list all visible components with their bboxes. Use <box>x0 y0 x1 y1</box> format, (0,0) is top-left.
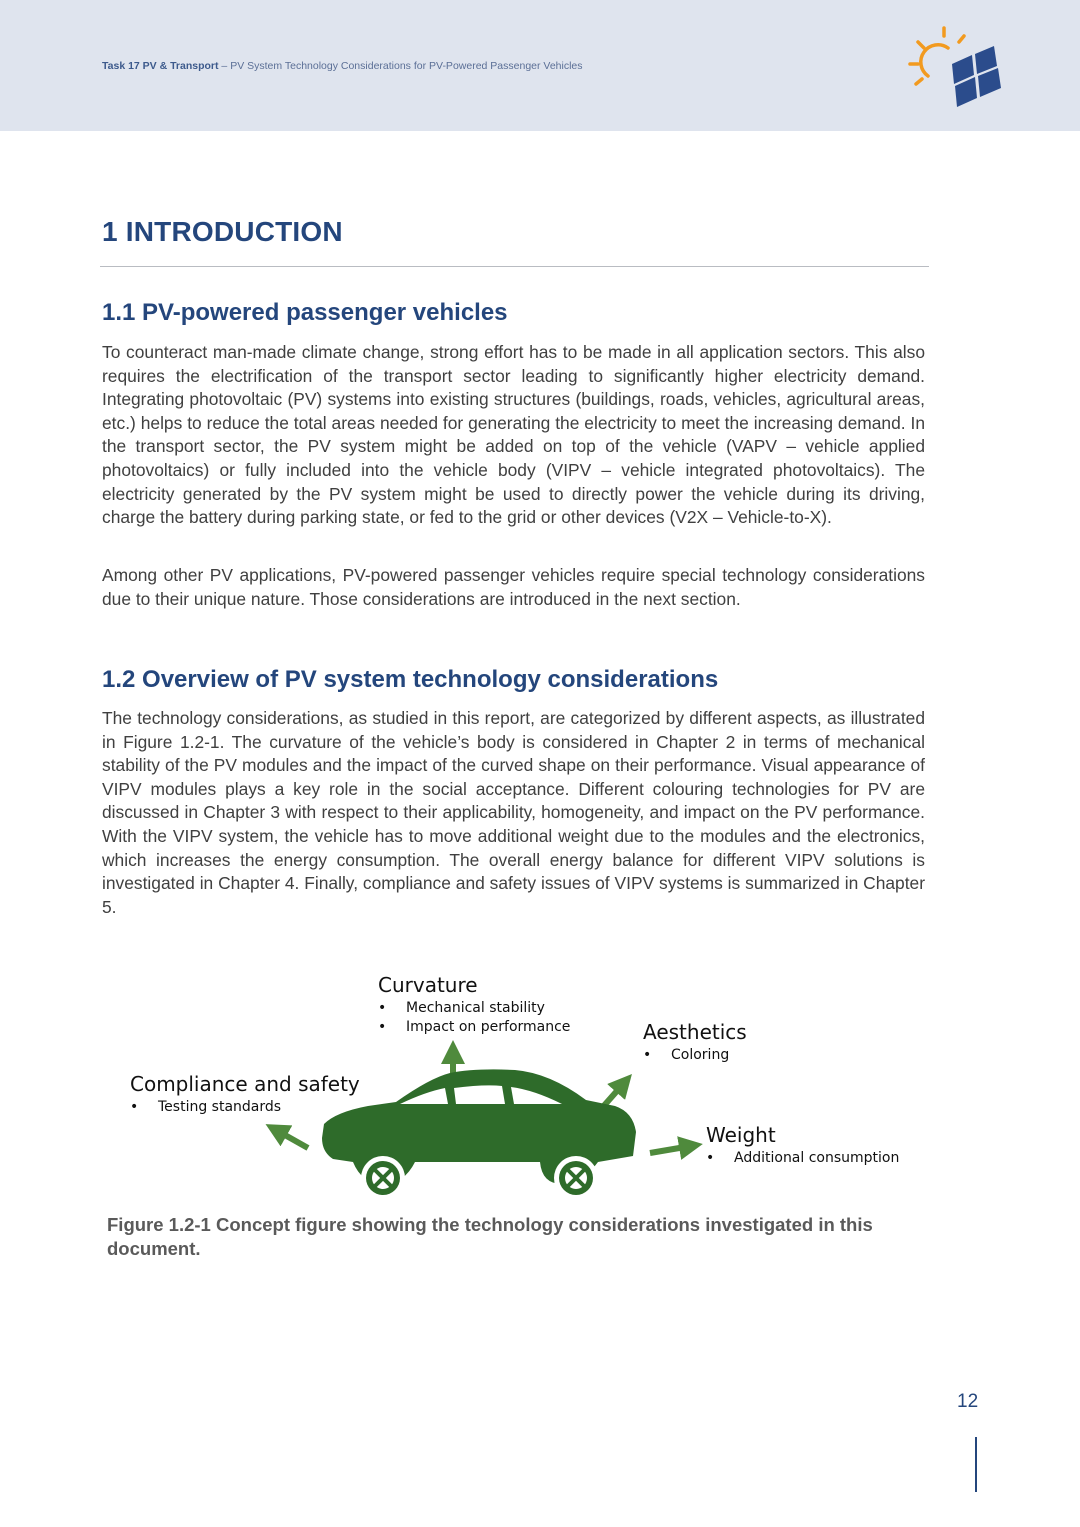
header-title <box>102 60 583 72</box>
page-number: 12 <box>957 1391 979 1412</box>
figure-caption: Figure 1.2-1 Concept figure showing the technology considerations investigated in this document. <box>107 1214 873 1259</box>
weight-bullet-1-text: Additional consumption <box>734 1150 900 1166</box>
subsection-1-2-heading: 1.2 Overview of PV system technology considerations <box>102 666 719 693</box>
bullet-mark: • <box>378 1019 387 1035</box>
curvature-label <box>378 973 570 1035</box>
bullet-mark: • <box>706 1150 715 1166</box>
compliance-label <box>130 1072 360 1115</box>
paragraph-1-1-b: Among other PV applications, PV-powered passenger vehicles require special technology considerations due to their unique nature. Those considerations are introduced in the next section. <box>102 565 925 609</box>
arrow-weight <box>650 1146 691 1153</box>
solar-panel-icon <box>952 46 1001 107</box>
bullet-mark: • <box>378 1000 387 1016</box>
compliance-title: Compliance and safety <box>130 1072 360 1096</box>
paragraph-1-1-a: To counteract man-made climate change, strong effort has to be made in all application sectors. This also requires the electrification of the transport sector leading to significantly higher electricity demand. Integrating photovoltaic (PV) systems into existing structures (buildings, roads, vehicles, agricultural areas, etc.) helps to reduce the total areas needed for generating the electricity to meet the increasing demand. In the transport sector, the PV system might be added on top of the vehicle (VAPV – vehicle applied photovoltaics) or fully included into the vehicle body (VIPV – vehicle integrated photovoltaics). The electricity generated by the PV system might be used to directly power the vehicle during its driving, charge the battery during parking state, or fed to the grid or other devices (V2X – Vehicle-to-X). <box>102 342 925 528</box>
compliance-bullet-1-text: Testing standards <box>158 1099 282 1115</box>
aesthetics-bullet-1-text: Coloring <box>671 1047 730 1063</box>
compliance-bullet-1 <box>130 1099 360 1115</box>
aesthetics-bullet-1 <box>643 1047 747 1063</box>
curvature-bullet-2 <box>378 1019 570 1035</box>
heading-divider <box>100 266 929 267</box>
page-marker-bar <box>975 1437 977 1492</box>
weight-bullet-1 <box>706 1150 899 1166</box>
header-title-suffix: – PV System Technology Considerations for PV-Powered Passenger Vehicles <box>218 60 583 72</box>
paragraph-1-2-a: The technology considerations, as studied in this report, are categorized by different aspects, as illustrated in Figure 1.2-1. The curvature of the vehicle’s body is considered in Chapter 2 in terms of mechanical stability of the PV modules and the impact of the curved shape on their performance. Visual appearance of VIPV modules plays a key role in the social acceptance. Different colouring technologies for PV are discussed in Chapter 3 with respect to their applicability, homogeneity, and impact on the PV performance. With the VIPV system, the vehicle has to move additional weight due to the modules and the electronics, which increases the energy consumption. The overall energy balance for different VIPV solutions is investigated in Chapter 4. Finally, compliance and safety issues of VIPV systems is summarized in Chapter 5. <box>102 708 925 917</box>
header-task-label: Task 17 PV & Transport <box>102 60 219 72</box>
bullet-mark: • <box>643 1047 652 1063</box>
concept-figure <box>100 960 930 1215</box>
car-icon <box>322 1069 636 1200</box>
curvature-bullet-2-text: Impact on performance <box>406 1019 571 1035</box>
page-header <box>0 0 1080 131</box>
weight-title: Weight <box>706 1123 776 1147</box>
weight-label <box>706 1123 899 1166</box>
aesthetics-label <box>643 1020 747 1063</box>
aesthetics-title: Aesthetics <box>643 1020 747 1044</box>
curvature-bullet-1-text: Mechanical stability <box>406 1000 545 1016</box>
curvature-bullet-1 <box>378 1000 570 1016</box>
arrow-compliance <box>276 1130 308 1148</box>
bullet-mark: • <box>130 1099 139 1115</box>
curvature-title: Curvature <box>378 973 478 997</box>
iea-pvps-logo <box>908 26 1004 112</box>
section-heading: 1 INTRODUCTION <box>102 216 343 247</box>
subsection-1-1-heading: 1.1 PV-powered passenger vehicles <box>102 299 508 326</box>
